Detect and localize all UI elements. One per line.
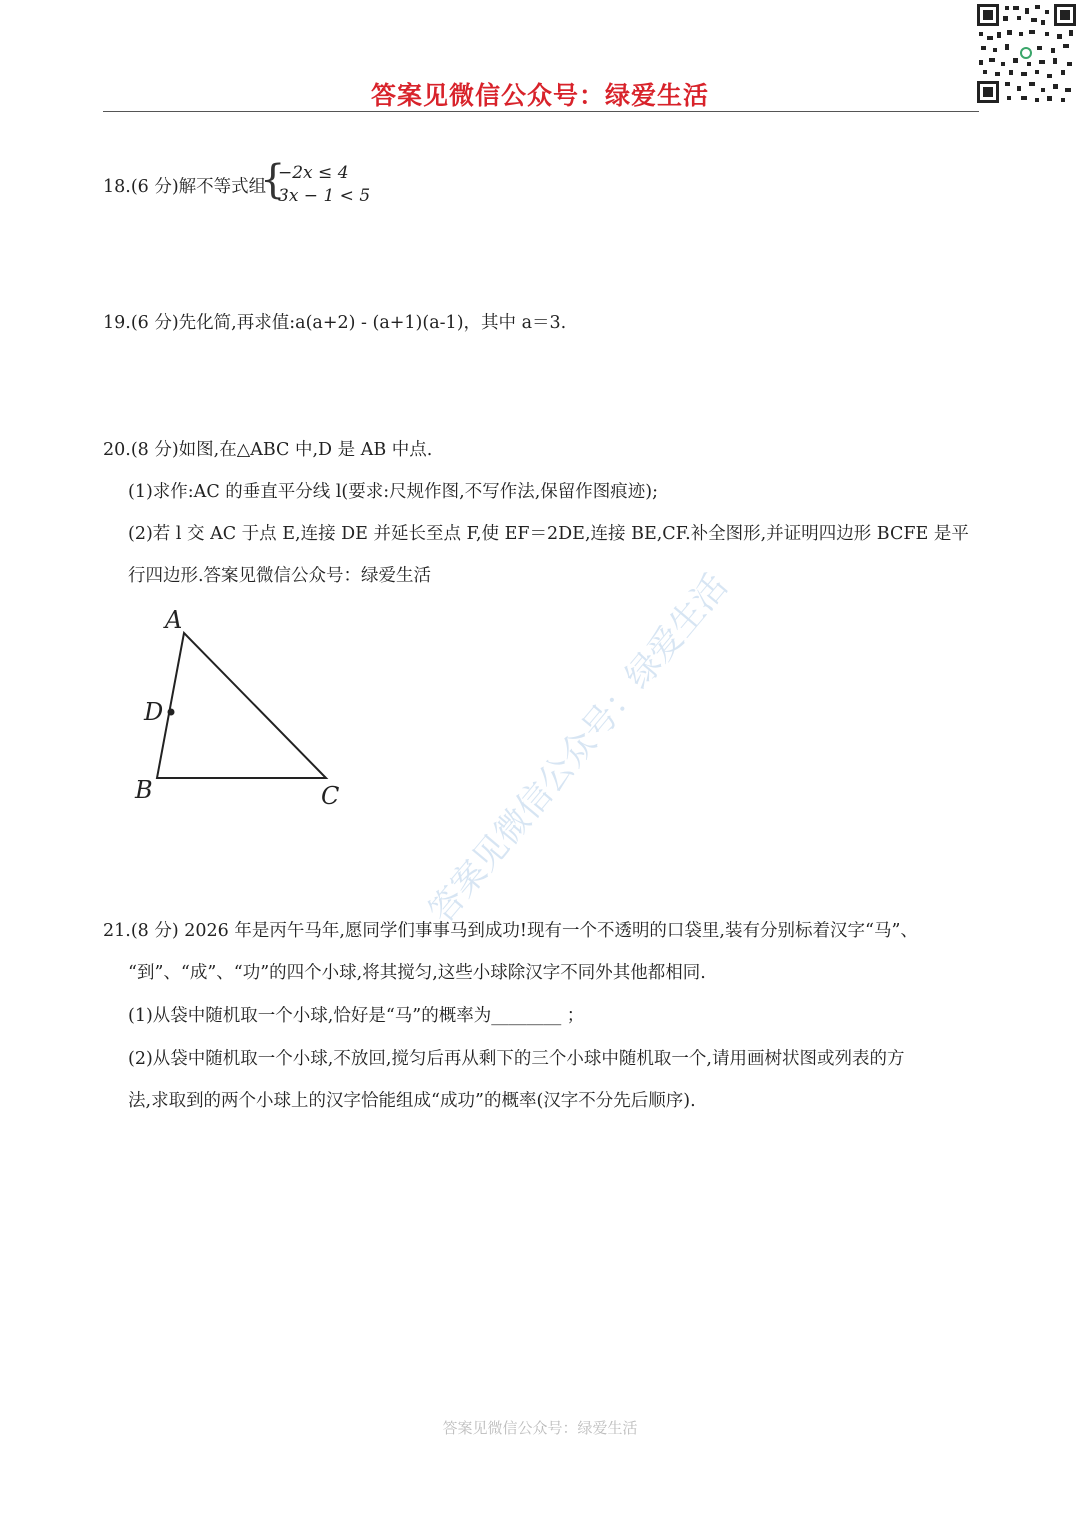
q19-text: 19.(6 分)先化简,再求值:a(a+2) - (a+1)(a-1)，其中 a＝3. — [103, 313, 567, 333]
q20-stem: 20.(8 分)如图,在△ABC 中,D 是 AB 中点. — [103, 440, 433, 460]
q20-part1: (1)求作:AC 的垂直平分线 l(要求:尺规作图,不写作法,保留作图痕迹); — [128, 482, 659, 502]
point-d — [168, 709, 175, 716]
vertex-label-c: C — [321, 782, 340, 810]
q21-line1: 21.(8 分) 2026 年是丙午马年,愿同学们事事马到成功!现有一个不透明的口袋里,装有分别标着汉字“马”、 — [103, 921, 918, 941]
diagonal-watermark: 答案见微信公众号：绿爱生活 — [421, 566, 736, 931]
q21-part2-line2: 法,求取到的两个小球上的汉字恰能组成“成功”的概率(汉字不分先后顺序). — [128, 1091, 696, 1111]
q20-part2-line2: 行四边形.答案见微信公众号：绿爱生活 — [128, 566, 432, 586]
q21-part2-line1: (2)从袋中随机取一个小球,不放回,搅匀后再从剩下的三个小球中随机取一个,请用画树状图或列表的方 — [128, 1049, 905, 1069]
q18-brace: { — [260, 157, 286, 203]
vertex-label-a: A — [165, 606, 183, 634]
q18-label: 18.(6 分)解不等式组 — [103, 177, 267, 197]
q20-part2-line1: (2)若 l 交 AC 于点 E,连接 DE 并延长至点 F,使 EF＝2DE,连接 BE,CF.补全图形,并证明四边形 BCFE 是平 — [128, 524, 969, 544]
vertex-label-d: D — [144, 698, 164, 726]
triangle-abc — [157, 633, 326, 778]
vertex-label-b: B — [135, 776, 153, 804]
q18-inequality-1: −2x ≤ 4 — [278, 163, 349, 183]
footer-watermark: 答案见微信公众号：绿爱生活 — [442, 1419, 638, 1437]
triangle-figure — [125, 600, 365, 820]
page-header-title: 答案见微信公众号：绿爱生活 — [370, 81, 709, 110]
q18-inequality-2: 3x − 1 < 5 — [278, 186, 371, 206]
q21-line2: “到”、“成”、“功”的四个小球,将其搅匀,这些小球除汉字不同外其他都相同. — [128, 963, 706, 983]
q21-part1: (1)从袋中随机取一个小球,恰好是“马”的概率为________ ； — [128, 1006, 585, 1026]
header-divider — [103, 111, 979, 112]
qr-code — [975, 2, 1078, 105]
